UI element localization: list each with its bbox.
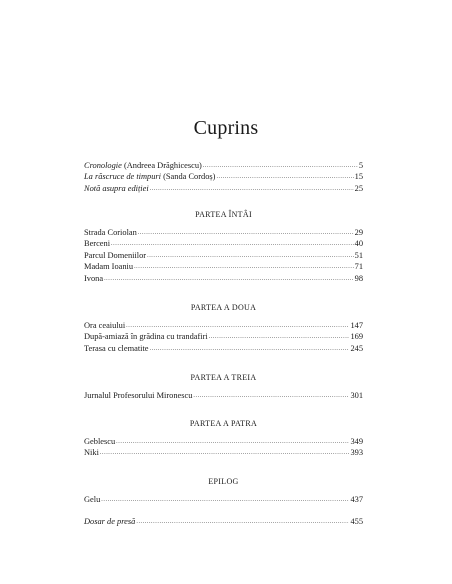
toc-entry[interactable] bbox=[84, 343, 363, 354]
page-number: 437 bbox=[350, 495, 363, 504]
entry-title: Madam Ioaniu bbox=[84, 262, 134, 272]
toc-front-matter bbox=[84, 160, 363, 194]
dot-leader bbox=[150, 342, 350, 355]
page-number: 51 bbox=[354, 250, 363, 260]
entry-title-italic: La răscruce de timpuri bbox=[84, 172, 161, 182]
page-title: Cuprins bbox=[193, 117, 259, 139]
toc-entry[interactable] bbox=[84, 238, 363, 249]
page-number: 25 bbox=[354, 183, 363, 193]
toc-entry-nota[interactable] bbox=[84, 183, 363, 194]
toc-entry-dosar[interactable] bbox=[84, 516, 363, 527]
entry-title-italic: Dosar de presă bbox=[84, 517, 136, 526]
page-number: 40 bbox=[354, 239, 363, 249]
page-number: 245 bbox=[350, 343, 363, 353]
entry-title: Berceni bbox=[84, 239, 111, 249]
entry-title: Terasa cu clematite bbox=[84, 343, 149, 353]
dot-leader bbox=[193, 389, 349, 402]
dot-leader bbox=[150, 182, 354, 195]
part-heading-2: PARTEA A DOUA bbox=[190, 303, 257, 312]
part-heading-1: PARTEA ÎNTÂI bbox=[195, 210, 252, 219]
dot-leader bbox=[136, 515, 349, 528]
page-number: 29 bbox=[354, 228, 363, 237]
toc-entry[interactable] bbox=[84, 390, 363, 401]
toc-entry[interactable] bbox=[84, 447, 363, 458]
page-number: 15 bbox=[354, 172, 363, 182]
entry-title: După-amiază în grădina cu trandafiri bbox=[84, 332, 208, 342]
entry-title: Jurnalul Profesorului Mironescu bbox=[84, 391, 193, 400]
toc-entry[interactable] bbox=[84, 494, 363, 505]
toc-entry[interactable] bbox=[84, 261, 363, 272]
page-number: 349 bbox=[350, 437, 363, 446]
entry-title: Strada Coriolan bbox=[84, 228, 137, 237]
part-heading-epilog: EPILOG bbox=[208, 477, 239, 486]
toc-entry[interactable] bbox=[84, 227, 363, 238]
toc-entry[interactable] bbox=[84, 273, 363, 284]
part-heading-4: PARTEA A PATRA bbox=[189, 419, 258, 428]
page-number: 169 bbox=[350, 332, 363, 342]
page-number: 147 bbox=[350, 321, 363, 330]
page-number: 98 bbox=[354, 273, 363, 283]
toc-entry-cronologie[interactable] bbox=[84, 160, 363, 171]
page-number: 71 bbox=[354, 262, 363, 272]
entry-author: (Andreea Drăghicescu) bbox=[121, 161, 202, 170]
entry-title-italic: Notă asupra ediției bbox=[84, 183, 149, 193]
toc-entry-la-rascruce[interactable] bbox=[84, 171, 363, 182]
entry-title-italic: Cronologie bbox=[84, 161, 122, 170]
dot-leader bbox=[104, 272, 354, 285]
page-number: 455 bbox=[350, 517, 363, 526]
toc-part-4 bbox=[84, 436, 363, 459]
toc-back-matter bbox=[84, 516, 363, 527]
toc-epilog bbox=[84, 494, 363, 505]
page-number: 393 bbox=[350, 448, 363, 458]
entry-title: Ora ceaiului bbox=[84, 321, 126, 330]
toc-entry[interactable] bbox=[84, 436, 363, 447]
toc-part-2 bbox=[84, 320, 363, 354]
page-number: 301 bbox=[350, 391, 363, 400]
part-heading-3: PARTEA A TREIA bbox=[190, 373, 257, 382]
toc-part-3 bbox=[84, 390, 363, 401]
dot-leader bbox=[100, 446, 350, 459]
entry-title: Parcul Domeniilor bbox=[84, 250, 147, 260]
toc-entry[interactable] bbox=[84, 250, 363, 261]
entry-title: Ivona bbox=[84, 273, 104, 283]
toc-entry[interactable] bbox=[84, 320, 363, 331]
entry-title: Geblescu bbox=[84, 437, 116, 446]
toc-entry[interactable] bbox=[84, 331, 363, 342]
entry-title: Gelu bbox=[84, 495, 101, 504]
toc-part-1 bbox=[84, 227, 363, 284]
entry-title: Niki bbox=[84, 448, 99, 458]
dot-leader bbox=[101, 493, 349, 506]
entry-author: (Sanda Cordoș) bbox=[161, 172, 216, 182]
page-number: 5 bbox=[358, 161, 363, 170]
